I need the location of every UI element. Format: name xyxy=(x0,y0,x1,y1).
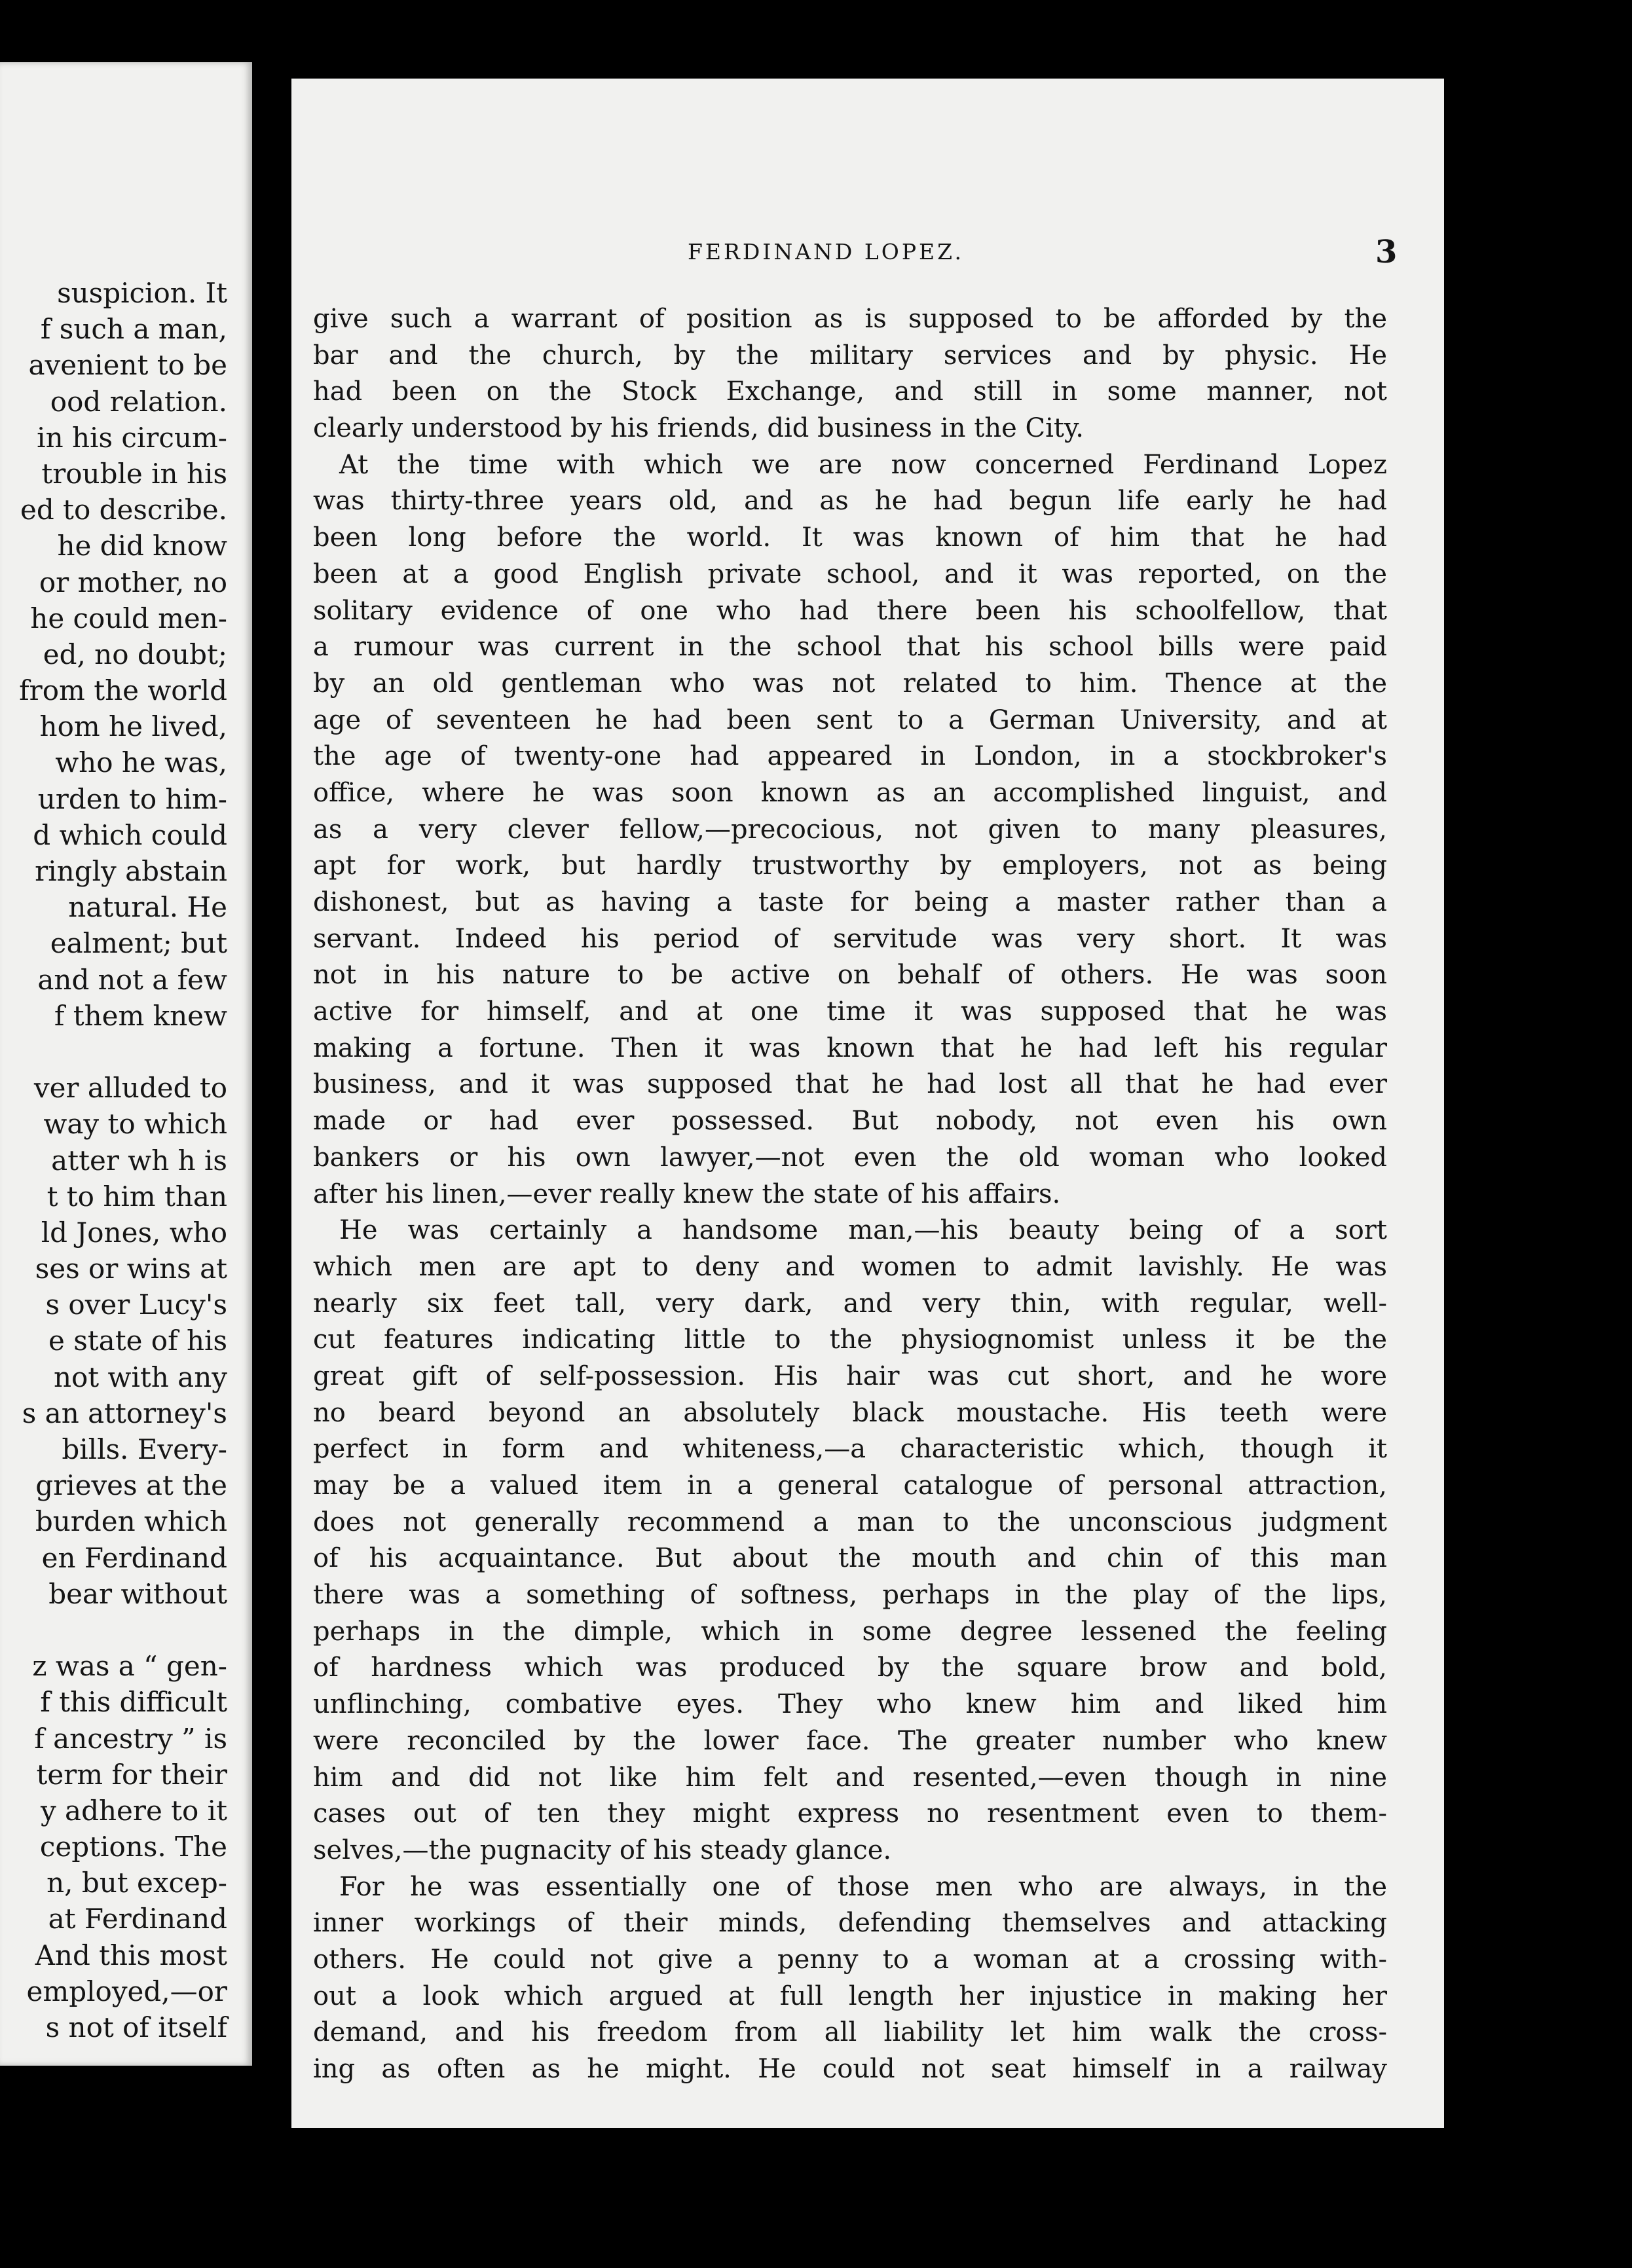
text-line: does not generally recommend a man to the unconscious judgment xyxy=(313,1507,1387,1537)
text-line: there was a something of softness, perhaps in the play of the lips, xyxy=(313,1580,1387,1611)
left-page-line: d which could xyxy=(33,818,227,851)
text-line: cases out of ten they might express no resentment even to them- xyxy=(313,1799,1387,1829)
left-page-line: from the world xyxy=(19,674,227,707)
left-page-line: who he was, xyxy=(55,746,227,779)
left-page-line: ed to describe. xyxy=(20,494,227,526)
text-line: no beard beyond an absolutely black moustache. His teeth were xyxy=(313,1397,1387,1428)
text-line: nearly six feet tall, very dark, and very thin, with regular, well- xyxy=(313,1288,1387,1319)
left-page-line: y adhere to it xyxy=(40,1794,227,1827)
left-page-line: ed, no doubt; xyxy=(43,638,227,670)
left-page-line: suspicion. It xyxy=(57,277,227,309)
text-line: business, and it was supposed that he had lost all that he had ever xyxy=(313,1069,1387,1100)
running-head-title: FERDINAND LOPEZ. xyxy=(688,239,964,265)
text-line: not in his nature to be active on behalf of others. He was soon xyxy=(313,960,1387,991)
left-page-line: ver alluded to xyxy=(33,1072,227,1105)
text-line: the age of twenty-one had appeared in London, in a stockbroker's xyxy=(313,741,1387,772)
left-page-line: ealment; but xyxy=(50,927,227,960)
book-page xyxy=(291,79,1444,2128)
left-page-line: f ancestry ” is xyxy=(34,1722,227,1755)
left-page-line: in his circum- xyxy=(37,421,227,454)
text-line: He was certainly a handsome man,—his beauty being of a sort xyxy=(339,1215,1387,1246)
left-page-line: he did know xyxy=(57,530,227,562)
text-line: out a look which argued at full length her injustice in making her xyxy=(313,1981,1387,2011)
left-page-line: bills. Every- xyxy=(62,1433,227,1465)
left-page-line: trouble in his xyxy=(41,457,227,490)
text-line: after his linen,—ever really knew the state of his affairs. xyxy=(313,1179,1061,1209)
text-line: bankers or his own lawyer,—not even the old woman who looked xyxy=(313,1142,1387,1173)
left-page-line: bear without xyxy=(48,1577,227,1610)
text-line: of his acquaintance. But about the mouth and chin of this man xyxy=(313,1543,1387,1574)
left-page-line: ood relation. xyxy=(50,385,227,418)
text-line: others. He could not give a penny to a woman at a crossing with- xyxy=(313,1944,1387,1975)
text-line: servant. Indeed his period of servitude was very short. It was xyxy=(313,923,1387,954)
left-page-line: s an attorney's xyxy=(22,1397,227,1429)
text-line: making a fortune. Then it was known that he had left his regular xyxy=(313,1033,1387,1063)
left-page-line: ses or wins at xyxy=(35,1253,227,1285)
text-line: been at a good English private school, and it was reported, on the xyxy=(313,558,1387,589)
text-line: perfect in form and whiteness,—a characteristic which, though it xyxy=(313,1434,1387,1465)
left-page-line: ceptions. The xyxy=(39,1831,227,1863)
text-line: office, where he was soon known as an accomplished linguist, and xyxy=(313,777,1387,808)
text-line: been long before the world. It was known of him that he had xyxy=(313,522,1387,553)
text-line: had been on the Stock Exchange, and still in some manner, not xyxy=(313,376,1387,407)
left-page-line: ld Jones, who xyxy=(41,1216,227,1249)
left-page-line: term for their xyxy=(36,1758,227,1791)
text-line: solitary evidence of one who had there been his schoolfellow, that xyxy=(313,595,1387,626)
left-page-line: e state of his xyxy=(48,1325,227,1357)
left-page-line: hom he lived, xyxy=(39,710,227,743)
text-line: selves,—the pugnacity of his steady glance. xyxy=(313,1835,892,1865)
body-text xyxy=(313,301,1387,2088)
text-line: was thirty-three years old, and as he had begun life early he had xyxy=(313,486,1387,517)
left-page-line: at Ferdinand xyxy=(48,1903,227,1935)
left-page-line: natural. He xyxy=(68,891,227,924)
left-page-line xyxy=(1,1612,227,1648)
left-page-line: f such a man, xyxy=(40,313,227,346)
left-page-line: urden to him- xyxy=(37,782,227,815)
left-page-line: t to him than xyxy=(46,1180,227,1213)
left-page-line: z was a “ gen- xyxy=(32,1650,227,1683)
text-line: give such a warrant of position as is supposed to be afforded by the xyxy=(313,304,1387,334)
text-line: ing as often as he might. He could not seat himself in a railway xyxy=(313,2054,1387,2084)
page-number: 3 xyxy=(1375,234,1398,270)
left-page-line: atter wh h is xyxy=(51,1144,227,1177)
text-line: perhaps in the dimple, which in some degree lessened the feeling xyxy=(313,1616,1387,1647)
running-head xyxy=(291,232,1444,272)
left-page-line: employed,—or xyxy=(26,1975,227,2007)
text-line: were reconciled by the lower face. The greater number who knew xyxy=(313,1725,1387,1756)
left-page-line: or mother, no xyxy=(39,566,227,598)
left-page-line: he could men- xyxy=(30,602,227,634)
left-page-text xyxy=(1,275,227,2045)
left-page-line: not with any xyxy=(53,1361,227,1393)
text-line: which men are apt to deny and women to admit lavishly. He was xyxy=(313,1251,1387,1282)
left-page-line: s not of itself xyxy=(45,2011,227,2043)
text-line: At the time with which we are now concerned Ferdinand Lopez xyxy=(339,449,1387,480)
text-line: inner workings of their minds, defending themselves and attacking xyxy=(313,1908,1387,1939)
left-page-line: ringly abstain xyxy=(35,855,227,887)
left-page-line: s over Lucy's xyxy=(45,1289,227,1321)
left-page-line: avenient to be xyxy=(28,349,227,382)
text-line: For he was essentially one of those men who are always, in the xyxy=(339,1871,1387,1902)
left-page-line: grieves at the xyxy=(35,1469,227,1502)
text-line: demand, and his freedom from all liability let him walk the cross- xyxy=(313,2017,1387,2048)
text-line: a rumour was current in the school that his school bills were paid xyxy=(313,632,1387,663)
text-line: bar and the church, by the military services and by physic. He xyxy=(313,340,1387,371)
left-page-line: and not a few xyxy=(37,963,227,996)
text-line: of hardness which was produced by the square brow and bold, xyxy=(313,1653,1387,1683)
left-page-line: n, but excep- xyxy=(46,1867,227,1899)
text-line: age of seventeen he had been sent to a German University, and at xyxy=(313,704,1387,735)
left-page-line: f this difficult xyxy=(40,1686,227,1719)
left-page-line: f them knew xyxy=(54,999,227,1032)
left-page-line xyxy=(1,1034,227,1070)
text-line: as a very clever fellow,—precocious, not given to many pleasures, xyxy=(313,814,1387,845)
text-line: clearly understood by his friends, did business in the City. xyxy=(313,413,1084,444)
text-line: cut features indicating little to the physiognomist unless it be the xyxy=(313,1325,1387,1355)
left-page-line: And this most xyxy=(35,1939,227,1971)
text-line: apt for work, but hardly trustworthy by employers, not as being xyxy=(313,850,1387,881)
text-line: dishonest, but as having a taste for being a master rather than a xyxy=(313,887,1387,917)
text-line: made or had ever possessed. But nobody, not even his own xyxy=(313,1106,1387,1137)
left-page-line: en Ferdinand xyxy=(41,1541,227,1574)
text-line: him and did not like him felt and resented,—even though in nine xyxy=(313,1762,1387,1793)
text-line: by an old gentleman who was not related to him. Thence at the xyxy=(313,668,1387,699)
text-line: may be a valued item in a general catalogue of personal attraction, xyxy=(313,1471,1387,1501)
text-line: great gift of self-possession. His hair was cut short, and he wore xyxy=(313,1361,1387,1391)
left-page-line: way to which xyxy=(43,1108,227,1141)
left-page-fragment xyxy=(0,62,252,2066)
text-line: active for himself, and at one time it was supposed that he was xyxy=(313,997,1387,1027)
text-line: unflinching, combative eyes. They who knew him and liked him xyxy=(313,1689,1387,1720)
left-page-line: burden which xyxy=(35,1505,227,1538)
